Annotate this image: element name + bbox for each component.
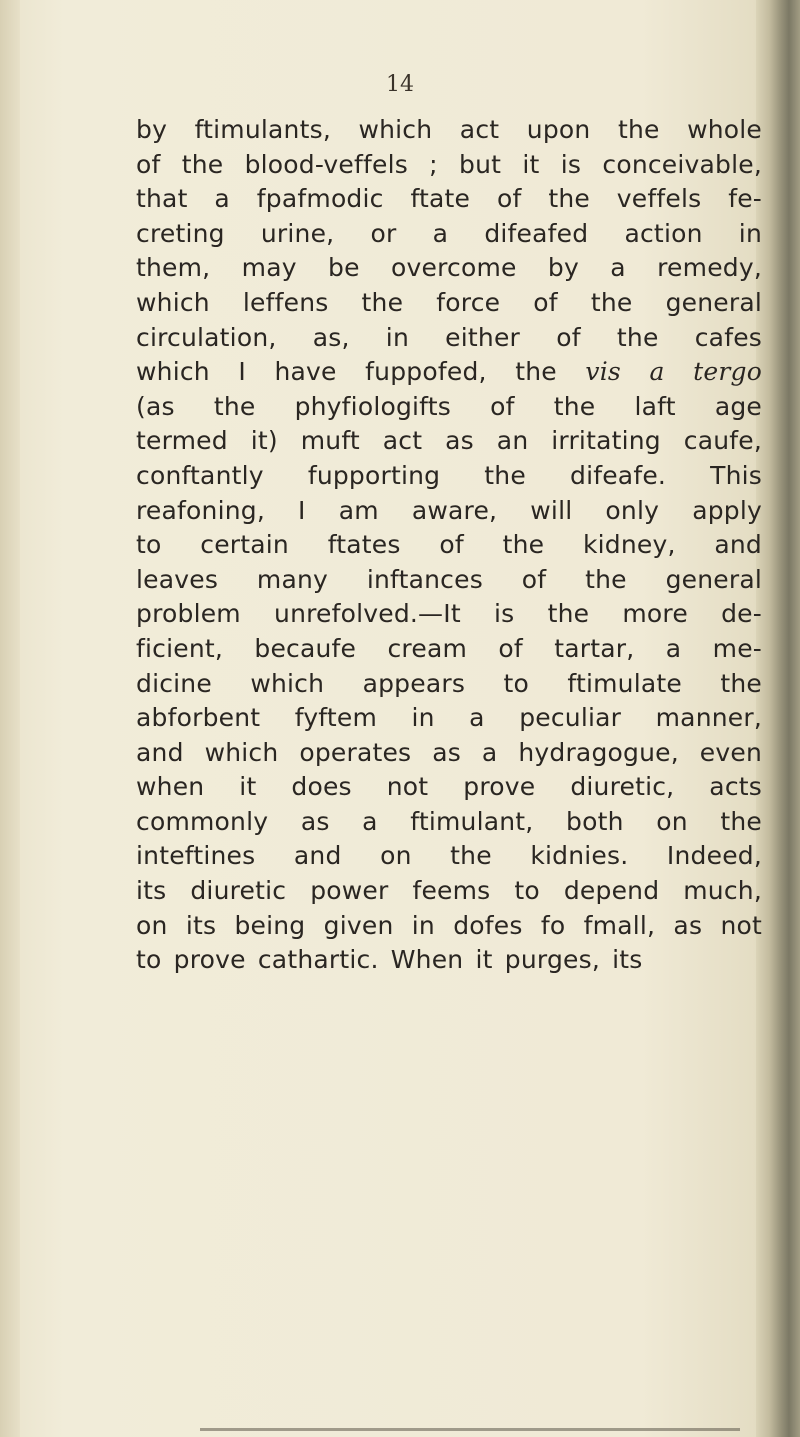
text-line: them, may be overcome by a remedy,	[136, 253, 762, 283]
text-line: by ftimulants, which act upon the whole	[136, 115, 762, 144]
text-line-with-italic	[136, 355, 762, 390]
text-line: which leffens the force of the general	[136, 287, 762, 317]
page-gutter-left	[0, 0, 20, 1437]
text-line: abforbent fyftem in a peculiar manner,	[136, 703, 762, 733]
text-line: of the blood-veffels ; but it is conceivable,	[136, 149, 762, 179]
text-line: ficient, becaufe cream of tartar, a me-	[136, 633, 762, 663]
text-line: inteftines and on the kidnies. Indeed,	[136, 841, 762, 871]
body-text	[136, 113, 762, 978]
text-line: termed it) muft act as an irritating caufe,	[136, 426, 762, 456]
text-line: circulation, as, in either of the cafes	[136, 322, 762, 352]
text-line: when it does not prove diuretic, acts	[136, 772, 762, 802]
text-line: (as the phyfiologifts of the laft age	[136, 391, 762, 421]
text-line-start: which I have fuppofed, the	[136, 357, 557, 387]
text-line: commonly as a ftimulant, both on the	[136, 806, 762, 836]
text-line: and which operates as a hydragogue, even	[136, 737, 762, 767]
text-line: creting urine, or a difeafed action in	[136, 218, 762, 248]
text-line: its diuretic power feems to depend much,	[136, 876, 762, 906]
text-line: reafoning, I am aware, will only apply	[136, 495, 762, 525]
text-line: on its being given in dofes fo fmall, as not	[136, 910, 762, 940]
bottom-edge-line	[200, 1428, 740, 1431]
text-line: that a fpafmodic ftate of the veffels fe-	[136, 184, 762, 214]
text-line: leaves many inftances of the general	[136, 564, 762, 594]
text-line: problem unrefolved.—It is the more de-	[136, 599, 762, 629]
text-line: conftantly fupporting the difeafe. This	[136, 460, 762, 490]
italic-phrase: vis a tergo	[585, 357, 763, 387]
text-line: to prove cathartic. When it purges, its	[136, 945, 643, 975]
text-line: dicine which appears to ftimulate the	[136, 668, 762, 698]
page-edge-shadow	[756, 0, 800, 1437]
page-number: 14	[386, 72, 414, 97]
text-line: to certain ftates of the kidney, and	[136, 530, 762, 560]
